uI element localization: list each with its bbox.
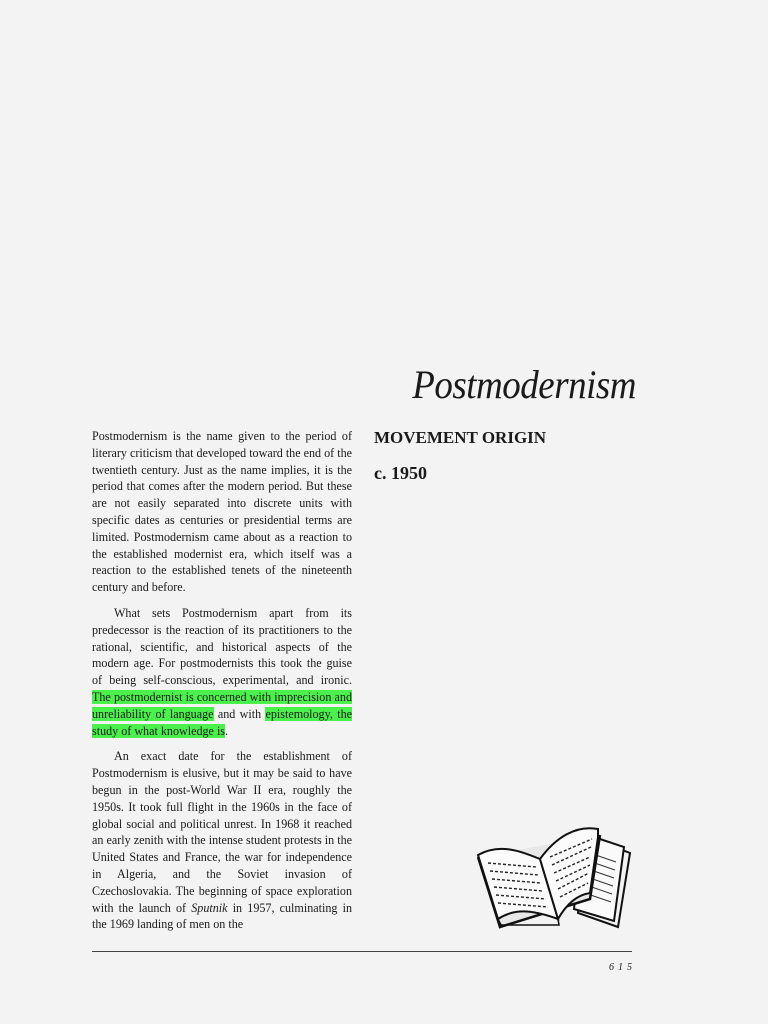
highlight-language: The postmodernist is concerned with imprecision and unreliability of language xyxy=(92,689,352,721)
open-book-icon xyxy=(470,815,640,937)
movement-origin-label: MOVEMENT ORIGIN xyxy=(374,428,547,447)
page-title: Postmodernism xyxy=(412,363,636,408)
page-number: 615 xyxy=(609,962,636,973)
paragraph-3-end: in 1957, culminating in the 1969 landing of men on the xyxy=(92,900,352,932)
origin-date: c. 1950 xyxy=(374,463,427,483)
paragraph-2-end: . xyxy=(225,723,229,738)
paragraph-3 xyxy=(92,748,352,933)
paragraph-2-mid: and with xyxy=(213,706,266,721)
highlight-epistemology: epistemology, the study of what knowledge is xyxy=(92,706,352,738)
paragraph-2-text: What sets Postmodernism apart from its predecessor is the reaction of its practitioners to the rational, scientific, and historical aspects of the modern age. For postmodernists this took the guise of being self-conscious, experimental, and ironic. xyxy=(92,605,352,688)
paragraph-2 xyxy=(92,605,352,739)
paragraph-1: Postmodernism is the name given to the period of literary criticism that developed toward the end of the twentieth century. Just as the name implies, it is the period that comes after the modern period. But these are not easily separated into discrete units with specific dates as centuries or presidential terms are limited. Postmodernism came about as a reaction to the established modernist era, which itself was a reaction to the established tenets of the nineteenth century and before. xyxy=(92,429,352,595)
sputnik-italic: Sputnik xyxy=(191,900,228,915)
body-text xyxy=(92,428,352,942)
footer-rule xyxy=(92,951,632,952)
paragraph-3-text: An exact date for the establishment of Postmodernism is elusive, but it may be said to have begun in the post-World War II era, roughly the 1950s. It took full flight in the 1960s in the face of global social and political unrest. In 1968 it reached an early zenith with the intense student protests in the United States and France, the war for independence in Algeria, and the Soviet invasion of Czechoslovakia. The beginning of space exploration with the launch of xyxy=(92,749,352,915)
